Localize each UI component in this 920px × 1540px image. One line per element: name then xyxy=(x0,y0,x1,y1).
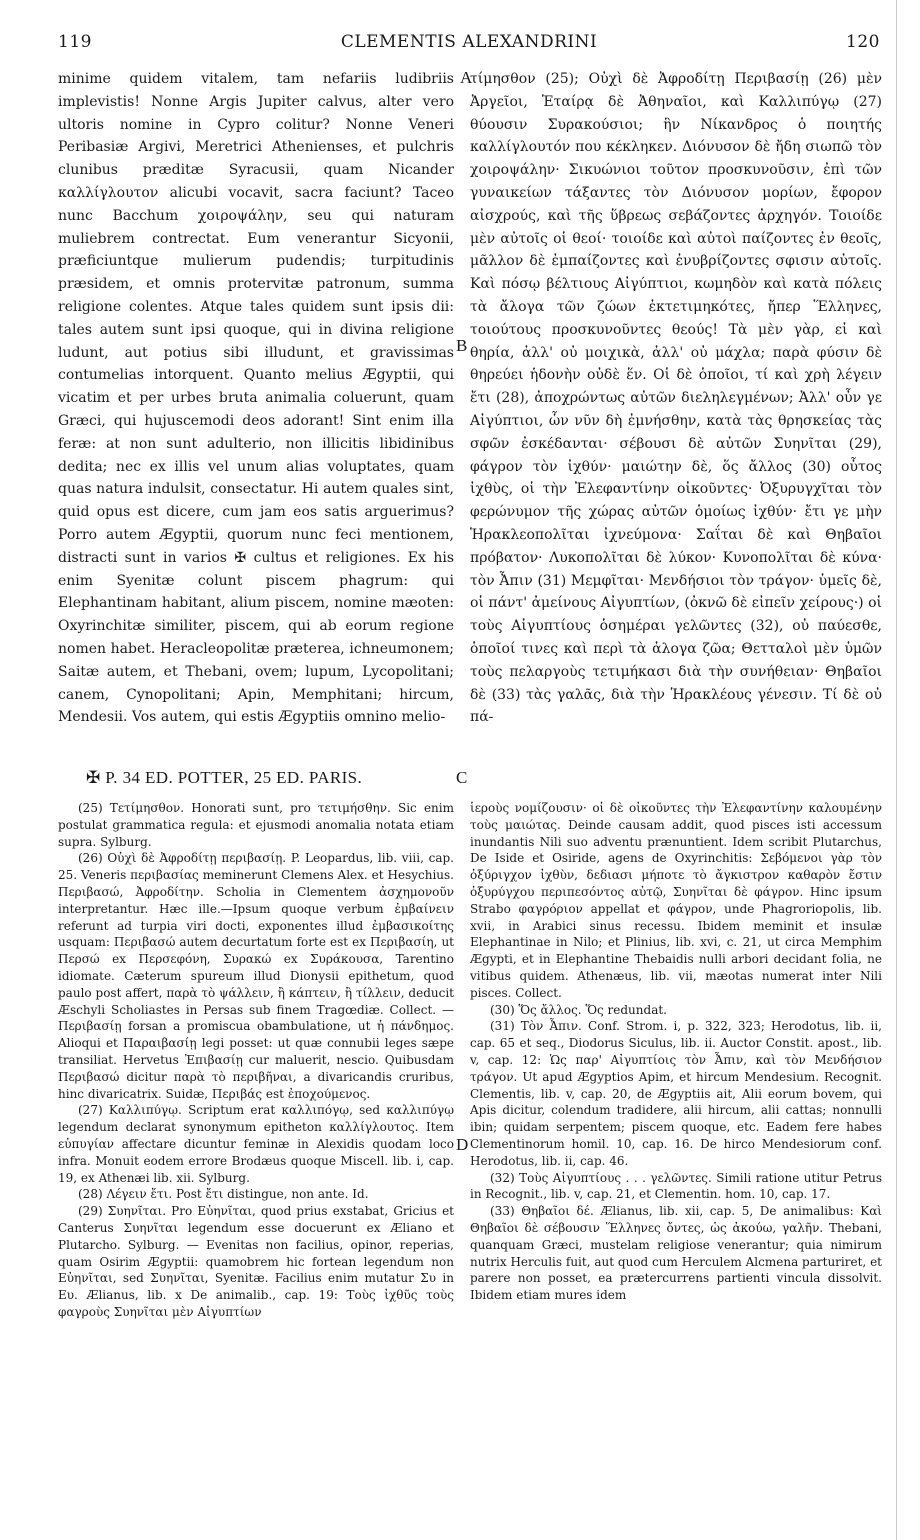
scan-edge-rule xyxy=(896,0,897,1540)
footnote: (25) Τετίμησθον. Honorati sunt, pro τετιμήσθην. Sic enim postulat grammatica regula: et ejusmodi anomalia notata etiam supra. Sylburg. xyxy=(58,801,454,849)
running-head xyxy=(58,32,880,56)
page-number-right: 120 xyxy=(846,32,880,52)
margin-letter-c: C xyxy=(456,768,468,787)
footnote: (30) Ὅς ἄλλος. Ὅς redundat. xyxy=(490,1002,667,1017)
footnotes-right xyxy=(470,800,882,1304)
margin-letter-d: D xyxy=(456,1135,469,1154)
margin-letter-a: A xyxy=(460,68,473,87)
page-title: CLEMENTIS ALEXANDRINI xyxy=(340,32,598,52)
page-number-left: 119 xyxy=(58,32,92,52)
footnote: (31) Τὸν Ἆπιν. Conf. Strom. i, p. 322, 323; Herodotus, lib. ii, cap. 65 et seq., Diodorus Siculus, lib. ii. Auctor Constit. apost., lib. v, cap. 12: Ὡς παρ' Αἰγυπτίοις τὸν Ἆπιν, καὶ τὸν Μενδήσιον τράγον. Ut apud Ægyptios Apim, et hircum Mendesium. Recognit. Clementis, lib. v, cap. 20, de Ægyptiis ait, Alii eorum bovem, qui Apis dicitur, colendum tradidere, alii hircum, alii cattas; nonnulli ibin; quidam serpentem; piscem quoque, etc. Eadem fere habes Clementinorum homil. 10, cap. 16. De hirco Mendesiorum conf. Herodotus, lib. ii, cap. 46. xyxy=(470,1019,882,1168)
footnote: (28) Λέγειν ἔτι. Post ἔτι distingue, non ante. Id. xyxy=(78,1187,369,1202)
greek-text: τίμησθον (25); Οὐχὶ δὲ Ἀφροδίτῃ Περιβασίῃ (26) μὲν Ἀργεῖοι, Ἑταίρᾳ δὲ Ἀθηναῖοι, καὶ Καλλιπύγῳ (27) θύουσιν Συρακούσιοι; ἣν Νίκανδρος ὁ ποιητής καλλίγλουτόν που κέκληκεν. Διόνυσον δὲ ἤδη σιωπῶ τὸν χοιροψάλην· Σικυώνιοι τοῦτον προσκυνοῦσιν, ἐπὶ τῶν γυναικείων τάξαντες τὸν Διόνυσον μορίων, ἔφορον αἰσχρούς, καὶ τῆς ὕβρεως σεβάζοντες ἀρχηγόν. Τοιοίδε μὲν αὐτοῖς οἱ θεοί· τοιοίδε καὶ αὐτοὶ παίζοντες ἐν θεοῖς, μᾶλλον δὲ ἐμπαίζοντες καὶ ἐνυβρίζοντες σφισιν αὐτοῖς. Καὶ πόσῳ βέλτιους Αἰγύπτιοι, κωμηδὸν καὶ κατὰ πόλεις τὰ ἄλογα τῶν ζώων ἐκτετιμηκότες, ἤπερ Ἕλληνες, τοιούτους προσκυνοῦντες θεούς! Τὰ μὲν γὰρ, εἰ καὶ θηρία, ἀλλ' οὐ μοιχικὰ, ἀλλ' οὐ μάχλα; παρὰ φύσιν δὲ θηρεύει ἡδονὴν οὐδὲ ἕν. Οἱ δὲ ὁποῖοι, τί καὶ χρὴ λέγειν ἔτι (28), ἀποχρώντως αὐτῶν διεληλεγμένων; Ἀλλ' οὖν γε Αἰγύπτιοι, ὧν νῦν δὴ ἐμνήσθην, κατὰ τὰς θρησκείας τὰς σφῶν ἐσκέδανται· σέβουσι δὲ αὐτῶν Συηνῖται (29), φάγρον τὸν ἰχθύν· μαιώτην δὲ, ὅς ἄλλος (30) οὗτος ἰχθὺς, οἱ τὴν Ἐλεφαντίνην οἰκοῦντες· Ὀξυρυγχῖται τὸν φερώνυμον τῆς χώρας αὐτῶν ὁμοίως ἰχθύν· ἔτι γε μὴν Ἡρακλεοπολῖται ἰχνεύμονα· Σαΐται δὲ καὶ Θηβαῖοι πρόβατον· Λυκοπολῖται δὲ λύκον· Κυνοπολῖται δὲ κύνα· τὸν Ἆπιν (31) Μεμφῖται· Μενδήσιοι τὸν τράγον· ὑμεῖς δὲ, οἱ πάντ' ἀμείνους Αἰγυπτίων, (ὀκνῶ δὲ εἰπεῖν χείρους·) οἱ τοὺς Αἰγυπτίους ὁσημέραι γελῶντες (32), οὐ παύεσθε, ὁποῖοί τινες καὶ περὶ τὰ ἀλογα ζῶα; Θετταλοὶ μὲν ὑμῶν τοὺς πελαργοὺς τετιμήκασι διὰ τὴν συνήθειαν· Θηβαῖοι δὲ (33) τὰς γαλᾶς, διὰ τὴν Ἡρακλέους γένεσιν. Τί δὲ οὐ πά- xyxy=(470,71,882,726)
footnote-continuation: ἱεροὺς νομίζουσιν· οἱ δὲ οἰκοῦντες τὴν Ἐλεφαντίνην καλουμένην τοὺς μαιώτας. Deinde causam addit, quod pisces isti accessum inundantis Nili suo adventu prænuntient. Idem scribit Plutarchus, De Iside et Osiride, agens de Oxyrinchitis: Σεβόμενοι γὰρ τὸν ὀξύριγχον ἰχθὺν, δεδιασι μήποτε τὸ ἄγκιστρον καθαρὸν ἔστιν ὀξυρύγχου περιπεσόντος αὐτῷ, Συηνῖται δὲ φάγρον. Hinc ipsum Strabo φαγρόριον appellat et φάγρον, unde Phagroriopolis, lib. xvii, in Arabici sinus recessu. Ibidem meminit et insulæ Elephantinae in Nilo; et Plinius, lib. xvi, c. 21, ut circa Memphim Ægypti, et in Elephantine Thebaidis nulli arbori decidant folia, ne vitibus quidem. Athenæus, lib. vii, mæotas numerat inter Nili pisces. Collect. xyxy=(470,801,882,1000)
footnotes-left xyxy=(58,800,454,1321)
footnote: (26) Οὐχὶ δὲ Ἀφροδίτῃ περιβασίῃ. P. Leopardus, lib. viii, cap. 25. Veneris περιβασίας meminerunt Clemens Alex. et Hesychius. Περιβασώ, Ἀφροδίτην. Scholia in Clementem ἀσχημονοῦν interpretantur. Hæc ille.—Ipsum quoque verbum ἐμβαίνειν referunt ad turpia viri docti, exponentes illud ἐμβασικοίτης usquam: Περιβασώ autem decurtatum forte est ex Περιβασίη, ut Περσώ ex Περσεφόνη, Συρακώ ex Συράκουσα, Tarentino idiomate. Cæterum spureum illud Dionysii epithetum, quod paulo post affert, παρὰ τὸ ψάλλειν, ἢ κάπτειν, ἢ τίλλειν, deducit Æschyli Scholiastes in Persas sub finem Tragœdiæ. Collect. — Περιβασίῃ forsan a promiscua obambulatione, ut ἡ πάνδημος. Alioqui et Παραιβασίῃ legi posset: ut quæ connubii leges sæpe transiliat. Hervetus Ἐπιβασίῃ cur maluerit, nescio. Quibusdam Περιβασώ dicitur παρὰ τὸ περιβῆναι, a divaricandis cruribus, hinc divaricatrix. Suidæ, Περιβάς est ἐποχούμενος. xyxy=(58,851,454,1101)
edition-reference: ✠ P. 34 ED. POTTER, 25 ED. PARIS. xyxy=(86,768,363,787)
footnote: (29) Συηνῖται. Pro Εὐηνῖται, quod prius exstabat, Gricius et Canterus Συηνῖται legendum esse docuerunt ex Æliano et Plutarcho. Sylburg. — Evenitas non facilius, opinor, reperias, quam Osirim Ægyptii: quamobrem hic fortean legendum non Εὐηνῖται, sed Συηνῖται, Syenitæ. Facilius enim mutatur Συ in Ευ. Ælianus, lib. x De animalib., cap. 19: Τοὺς ἰχθῦς τοὺς φαγροὺς Συηνῖται μὲν Αἰγυπτίων xyxy=(58,1204,454,1319)
footnote: (32) Τοὺς Αἰγυπτίους . . . γελῶντες. Simili ratione utitur Petrus in Recognit., lib. v, cap. 21, et Clementin. hom. 10, cap. 17. xyxy=(470,1170,882,1202)
margin-letter-b: B xyxy=(456,336,468,355)
footnote: (33) Θηβαῖοι δέ. Ælianus, lib. xii, cap. 5, De animalibus: Καὶ Θηβαῖοι δὲ σέβουσιν Ἕλληνες ὄντες, ὡς ἀκούω, γαλῆν. Thebani, quanquam Græci, mustelam religiose venerantur; quia nimirum nutrix Herculis fuit, aut quod cum Herculem Alcmena parturiret, et parere non posset, ea prætercurrens partienti vincula dissolvit. Ibidem etiam mures idem xyxy=(470,1204,882,1303)
footnote: (27) Καλλιπύγῳ. Scriptum erat καλλιπόγῳ, sed καλλιπύγῳ legendum declarat synonymum epitheton καλλίγλουτος. Item εὐπυγίαν affectare dicuntur feminæ in Alexidis quodam loco infra. Monuit eodem errore Brodæus quoque Miscell. lib. i, cap. 19, ex Athenæi lib. xii. Sylburg. xyxy=(58,1103,454,1185)
greek-column xyxy=(470,68,882,729)
latin-text: minime quidem vitalem, tam nefariis ludibriis implevistis! Nonne Argis Jupiter calvus, alter vero ultoris nomine in Cypro colitur? Nonne Veneri Peribasiæ Argivi, Meretrici Athenienses, et pulchris clunibus præditæ Syracusii, quam Nicander καλλίγλουτον alicubi vocavit, sacra faciunt? Taceo nunc Bacchum χοιροψάλην, seu qui naturam muliebrem contrectat. Eum venerantur Sicyonii, præficiuntque mulierum pudendis; turpitudinis præsidem, et omnis protervitæ patronum, summa religione colentes. Atque tales quidem sunt ipsis dii: tales autem sunt ipsi quoque, qui in divina religione ludunt, aut potius sibi illudunt, et gravissimas contumelias intorquent. Quanto melius Ægyptii, qui vicatim et per urbes bruta animalia coluerunt, quam Græci, qui hujuscemodi deos adorant! Sint enim illa feræ: at non sunt adulterio, non illicitis libidinibus dedita; nec ex illis vel unum alias voluptates, quam quas natura indulsit, consectatur. Hi autem quales sint, quid opus est dicere, cum jam eos satis arguerimus? Porro autem Ægyptii, quorum nunc feci mentionem, distracti sunt in varios ✠ cultus et religiones. Ex his enim Syenitæ colunt piscem phagrum: qui Elephantinam habitant, alium piscem, nomine mæoten: Oxyrinchitæ similiter, piscem, qui ab eorum regione nomen habet. Heracleopolitæ præterea, ichneumonem; Saitæ autem, et Thebani, ovem; lupum, Lycopolitani; canem, Cynopolitani; Apin, Memphitani; hircum, Mendesii. Vos autem, qui estis Ægyptiis omnino melio- xyxy=(58,71,454,726)
latin-column xyxy=(58,68,454,729)
